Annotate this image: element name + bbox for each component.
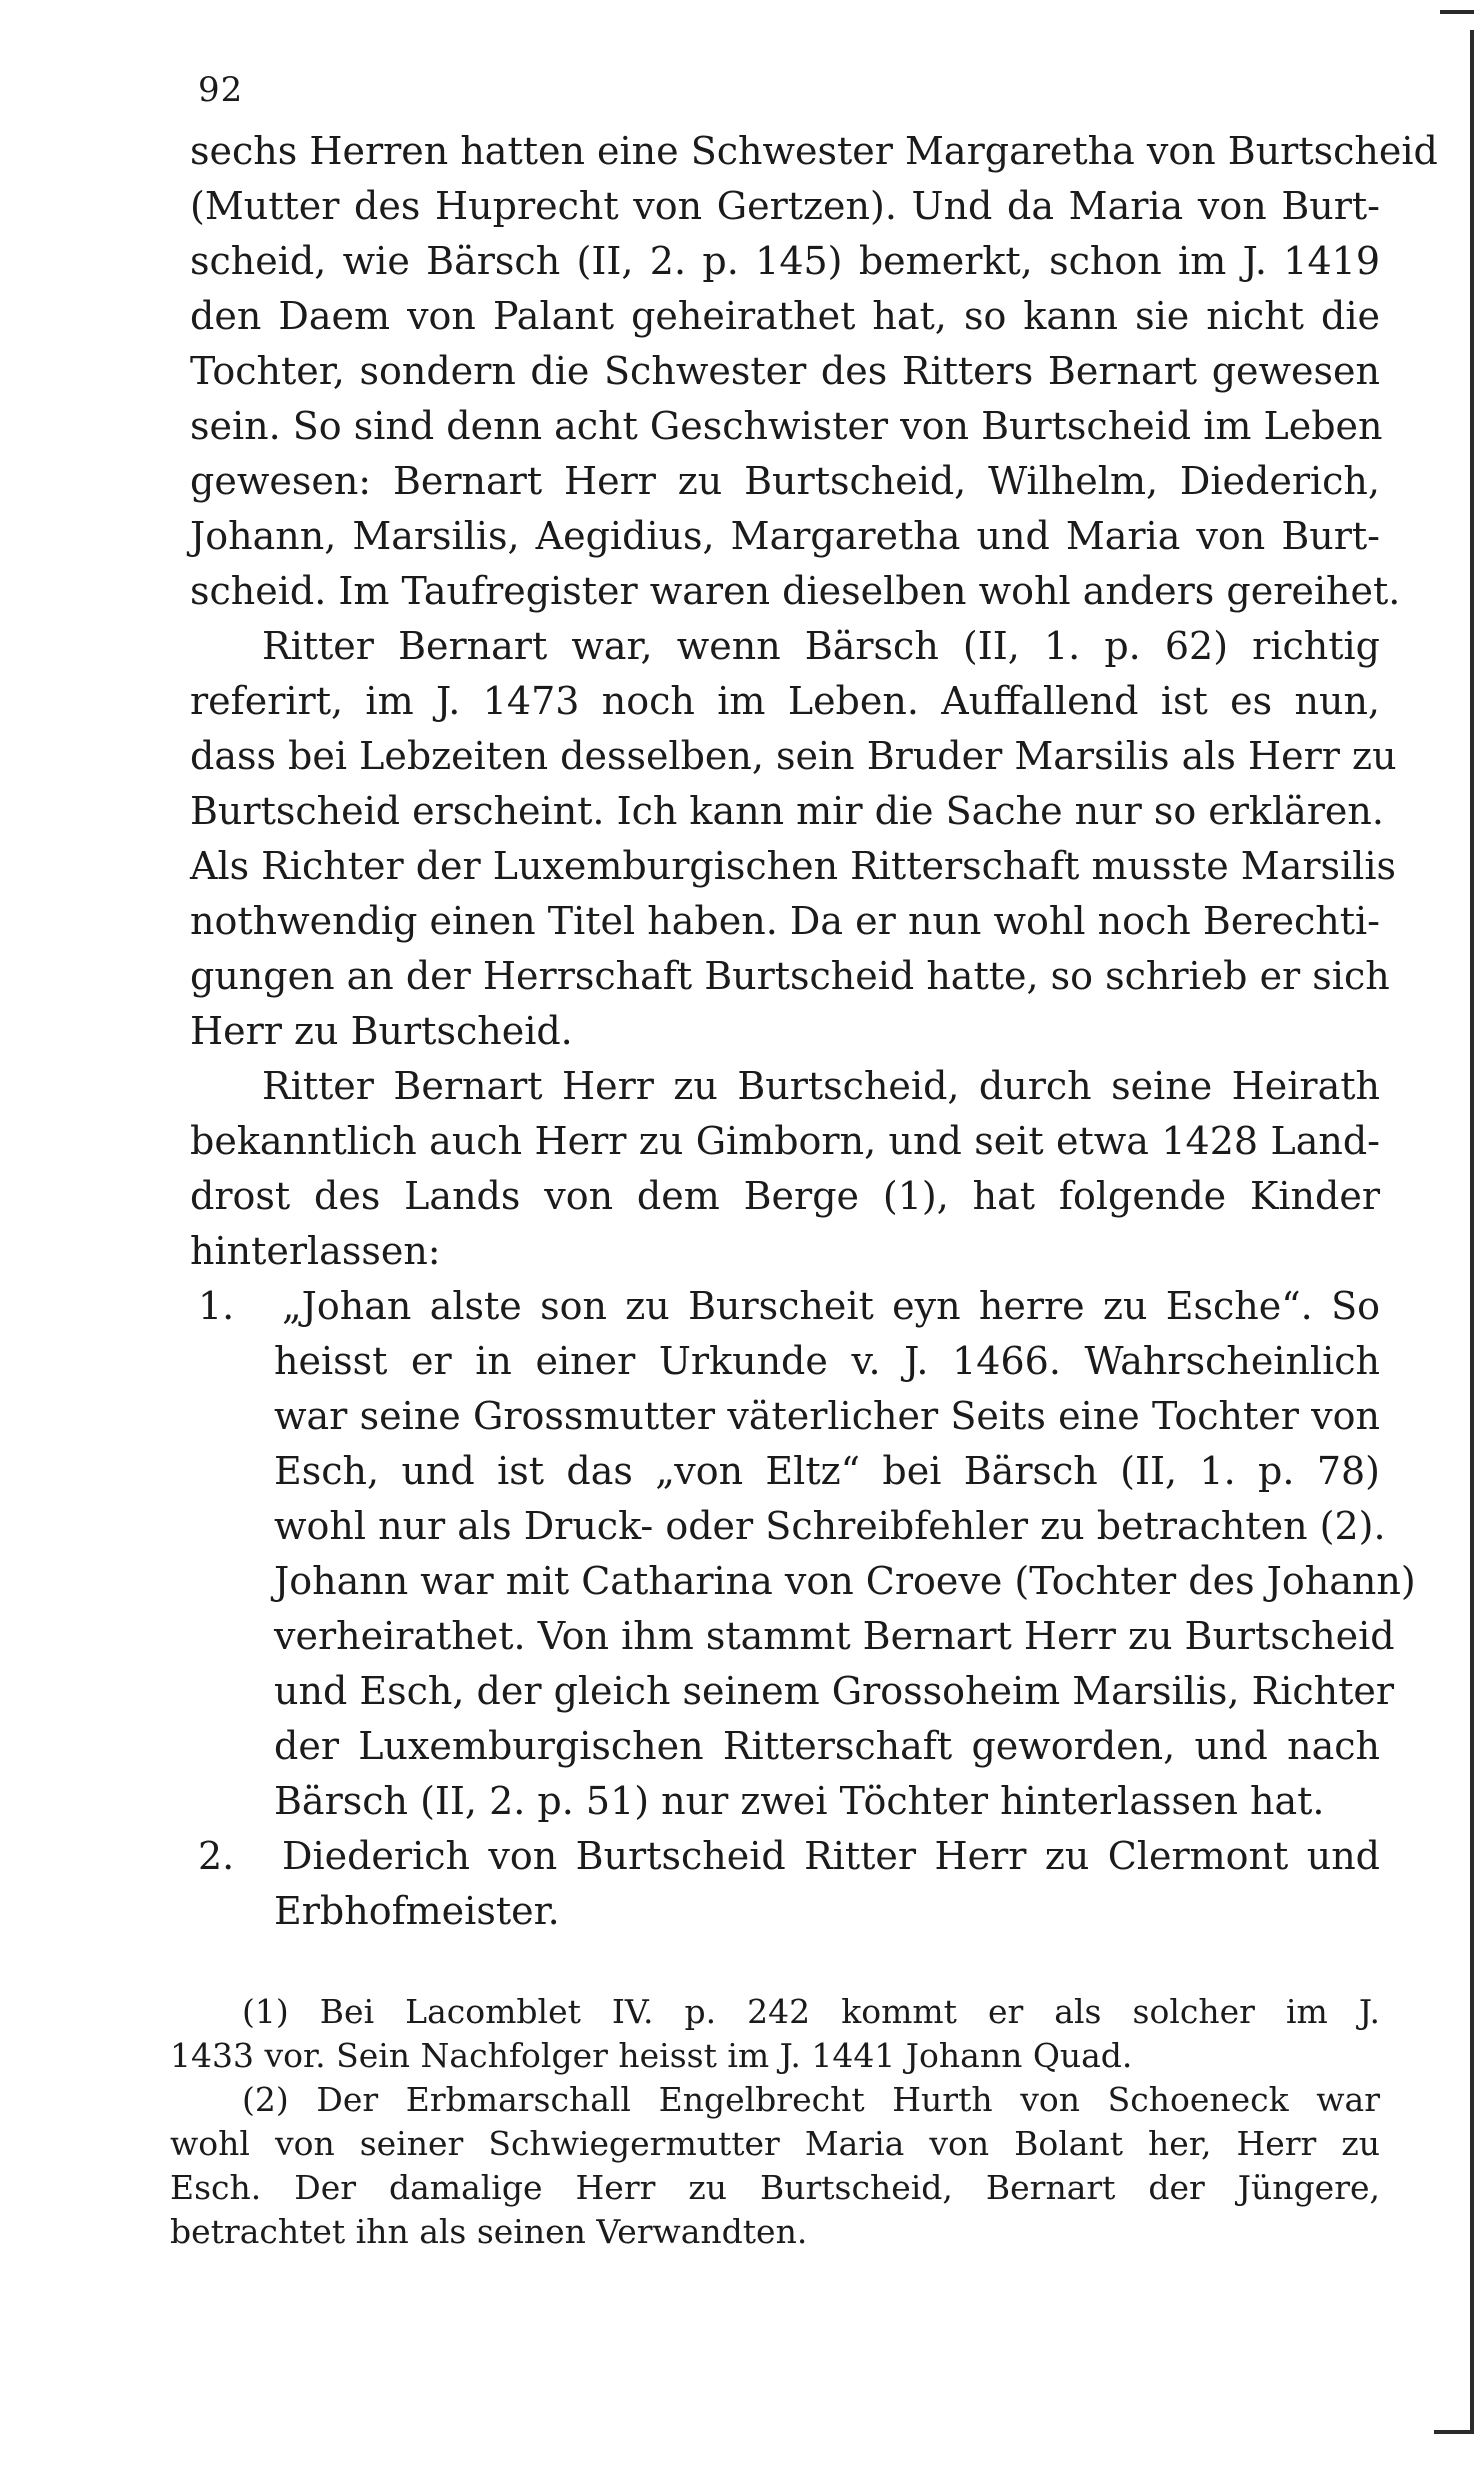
list-item-2-cont xyxy=(190,1884,1380,1939)
list-item-1-cont xyxy=(190,1499,1386,1554)
text-line: bekanntlich auch Herr zu Gimborn, und seit etwa 1428 Land- xyxy=(190,1119,1380,1163)
list-text-line: Bärsch (II, 2. p. 51) nur zwei Töchter hinterlassen hat. xyxy=(274,1779,1325,1823)
edge-bar xyxy=(1470,30,1474,2430)
list-item-1-cont xyxy=(190,1334,1380,1389)
list-item-1-cont xyxy=(190,1554,1416,1609)
list-text-line: Johann war mit Catharina von Croeve (Tochter des Johann) xyxy=(274,1559,1416,1603)
list-item-1-cont xyxy=(190,1774,1380,1829)
list-text-line: Esch, und ist das „von Eltz“ bei Bärsch (II, 1. p. 78) xyxy=(274,1449,1380,1493)
text-line: Tochter, sondern die Schwester des Ritters Bernart gewesen xyxy=(190,349,1380,393)
text-line: referirt, im J. 1473 noch im Leben. Auffallend ist es nun, xyxy=(190,679,1380,723)
text-line: Ritter Bernart Herr zu Burtscheid, durch seine Heirath xyxy=(262,1064,1380,1108)
list-text-line: und Esch, der gleich seinem Grossoheim Marsilis, Richter xyxy=(274,1669,1395,1713)
list-number: 1. xyxy=(198,1284,235,1328)
list-item-2 xyxy=(190,1829,1380,1884)
edge-tick xyxy=(1440,10,1474,14)
footnote-line: (1) Bei Lacomblet IV. p. 242 kommt er als solcher im J. xyxy=(242,1992,1380,2031)
list-text-line: „Johan alste son zu Burscheit eyn herre zu Esche“. So xyxy=(282,1284,1380,1328)
text-line: Herr zu Burtscheid. xyxy=(190,1009,573,1053)
list-text-line: verheirathet. Von ihm stammt Bernart Herr zu Burtscheid xyxy=(274,1614,1395,1658)
edge-tick xyxy=(1434,2430,1474,2434)
text-line: drost des Lands von dem Berge (1), hat folgende Kinder xyxy=(190,1174,1380,1218)
text-line: Ritter Bernart war, wenn Bärsch (II, 1. p. 62) richtig xyxy=(262,624,1380,668)
text-line: Als Richter der Luxemburgischen Ritterschaft musste Marsilis xyxy=(190,844,1396,888)
footnote-line: 1433 vor. Sein Nachfolger heisst im J. 1441 Johann Quad. xyxy=(170,2036,1133,2075)
main-text xyxy=(190,124,1438,1939)
list-item-1-cont xyxy=(190,1609,1395,1664)
list-text-line: wohl nur als Druck- oder Schreibfehler zu betrachten (2). xyxy=(274,1504,1386,1548)
text-line: nothwendig einen Titel haben. Da er nun wohl noch Berechti- xyxy=(190,899,1380,943)
text-line: dass bei Lebzeiten desselben, sein Bruder Marsilis als Herr zu xyxy=(190,734,1397,778)
text-line: gewesen: Bernart Herr zu Burtscheid, Wilhelm, Diederich, xyxy=(190,459,1380,503)
list-item-1-cont xyxy=(190,1389,1380,1444)
list-item-1-cont xyxy=(190,1719,1380,1774)
footnote-line: wohl von seiner Schwiegermutter Maria von Bolant her, Herr zu xyxy=(170,2124,1380,2163)
text-line: scheid, wie Bärsch (II, 2. p. 145) bemerkt, schon im J. 1419 xyxy=(190,239,1380,283)
footnote-line: Esch. Der damalige Herr zu Burtscheid, Bernart der Jüngere, xyxy=(170,2168,1380,2207)
text-line: scheid. Im Taufregister waren dieselben wohl anders gereihet. xyxy=(190,569,1401,613)
text-line: (Mutter des Huprecht von Gertzen). Und da Maria von Burt- xyxy=(190,184,1380,228)
list-text-line: Diederich von Burtscheid Ritter Herr zu Clermont und xyxy=(282,1834,1380,1878)
text-line: sein. So sind denn acht Geschwister von Burtscheid im Leben xyxy=(190,404,1383,448)
list-text-line: Erbhofmeister. xyxy=(274,1889,560,1933)
list-item-1-cont xyxy=(190,1444,1380,1499)
footnotes xyxy=(170,1990,1380,2254)
page-edge-mark xyxy=(1468,0,1474,2470)
list-number: 2. xyxy=(198,1834,235,1878)
text-line: hinterlassen: xyxy=(190,1229,441,1273)
text-line: sechs Herren hatten eine Schwester Margaretha von Burtscheid xyxy=(190,129,1438,173)
page-number: 92 xyxy=(198,70,244,110)
text-line: Johann, Marsilis, Aegidius, Margaretha und Maria von Burt- xyxy=(190,514,1380,558)
list-item-1 xyxy=(190,1279,1380,1334)
list-text-line: heisst er in einer Urkunde v. J. 1466. Wahrscheinlich xyxy=(274,1339,1380,1383)
text-line: den Daem von Palant geheirathet hat, so kann sie nicht die xyxy=(190,294,1380,338)
list-text-line: war seine Grossmutter väterlicher Seits eine Tochter von xyxy=(274,1394,1380,1438)
footnote-line: betrachtet ihn als seinen Verwandten. xyxy=(170,2212,808,2251)
list-item-1-cont xyxy=(190,1664,1395,1719)
text-line: gungen an der Herrschaft Burtscheid hatte, so schrieb er sich xyxy=(190,954,1390,998)
text-line: Burtscheid erscheint. Ich kann mir die Sache nur so erklären. xyxy=(190,789,1384,833)
footnote-line: (2) Der Erbmarschall Engelbrecht Hurth von Schoeneck war xyxy=(242,2080,1380,2119)
list-text-line: der Luxemburgischen Ritterschaft geworden, und nach xyxy=(274,1724,1380,1768)
